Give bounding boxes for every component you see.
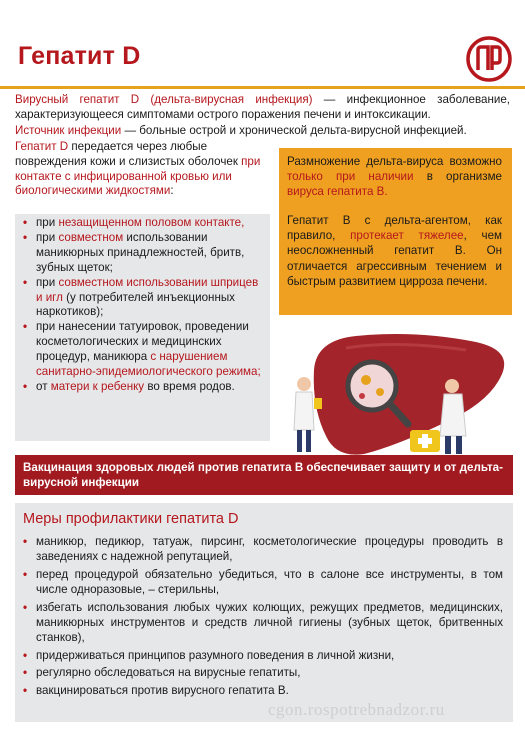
list-item: • маникюр, педикюр, татуаж, пирсинг, косметологические процедуры проводить в заведениях с надежной репутацией, xyxy=(23,534,503,565)
list-item: • от матери к ребенку во время родов. xyxy=(23,380,264,395)
list-item: • при совместном использовании шприцев и игл (у потребителей инъекционных наркотиков); xyxy=(23,276,264,321)
vaccination-banner: Вакцинация здоровых людей против гепатита В обеспечивает защиту и от дельта-вирусной инфекции xyxy=(15,455,513,495)
list-item: • вакцинироваться против вирусного гепатита В. xyxy=(23,683,503,698)
divider xyxy=(0,86,525,89)
list-item: • при незащищенном половом контакте, xyxy=(23,216,264,231)
transmission-text: Гепатит D передается через любые повреждения кожи и слизистых оболочек при контакте с инфицированной кровью или биологическими жидкостями: xyxy=(15,140,261,198)
transmission-routes-panel xyxy=(15,214,270,441)
list-item: • регулярно обследоваться на вирусные гепатиты, xyxy=(23,665,503,680)
list-item: • при нанесении татуировок, проведении косметологических и медицинских процедур, маникюра с нарушением санитарно-эпидемиологического режима; xyxy=(23,320,264,380)
liver-illustration xyxy=(276,318,516,458)
list-item: • при совместном использовании маникюрных принадлежностей, бритв, зубных щеток; xyxy=(23,231,264,276)
site-watermark: cgon.rospotrebnadzor.ru xyxy=(268,700,445,719)
list-item: • придерживаться принципов разумного поведения в личной жизни, xyxy=(23,648,503,663)
prevention-panel xyxy=(15,503,513,722)
rospotrebnadzor-logo xyxy=(466,36,512,82)
medkit-icon xyxy=(410,430,440,452)
list-item: • избегать использования любых чужих колющих, режущих предметов, медицинских, маникюрных инструментов и средств личной гигиены (зубных щеток, бритвенных станков), xyxy=(23,600,503,646)
list-item: • перед процедурой обязательно убедиться, что в салоне все инструменты, в том числе одноразовые, – стерильны, xyxy=(23,567,503,598)
page-title: Гепатит D xyxy=(18,42,141,70)
info-box: Размножение дельта-вируса возможно только при наличии в организме вируса гепатита В. Гепатит В с дельта-агентом, как правило, протекает тяжелее, чем неосложненный гепатит В. Он отличается агрессивным течением и быстрым развитием цирроза печени. xyxy=(279,148,512,315)
intro-text: Вирусный гепатит D (дельта-вирусная инфекция) — инфекционное заболевание, характеризующееся симптомами острого поражения печени и интоксикации. Источник инфекции — больные острой и хронической дельта-вирусной инфекцией. xyxy=(15,93,510,137)
prevention-title: Меры профилактики гепатита D xyxy=(23,511,239,527)
